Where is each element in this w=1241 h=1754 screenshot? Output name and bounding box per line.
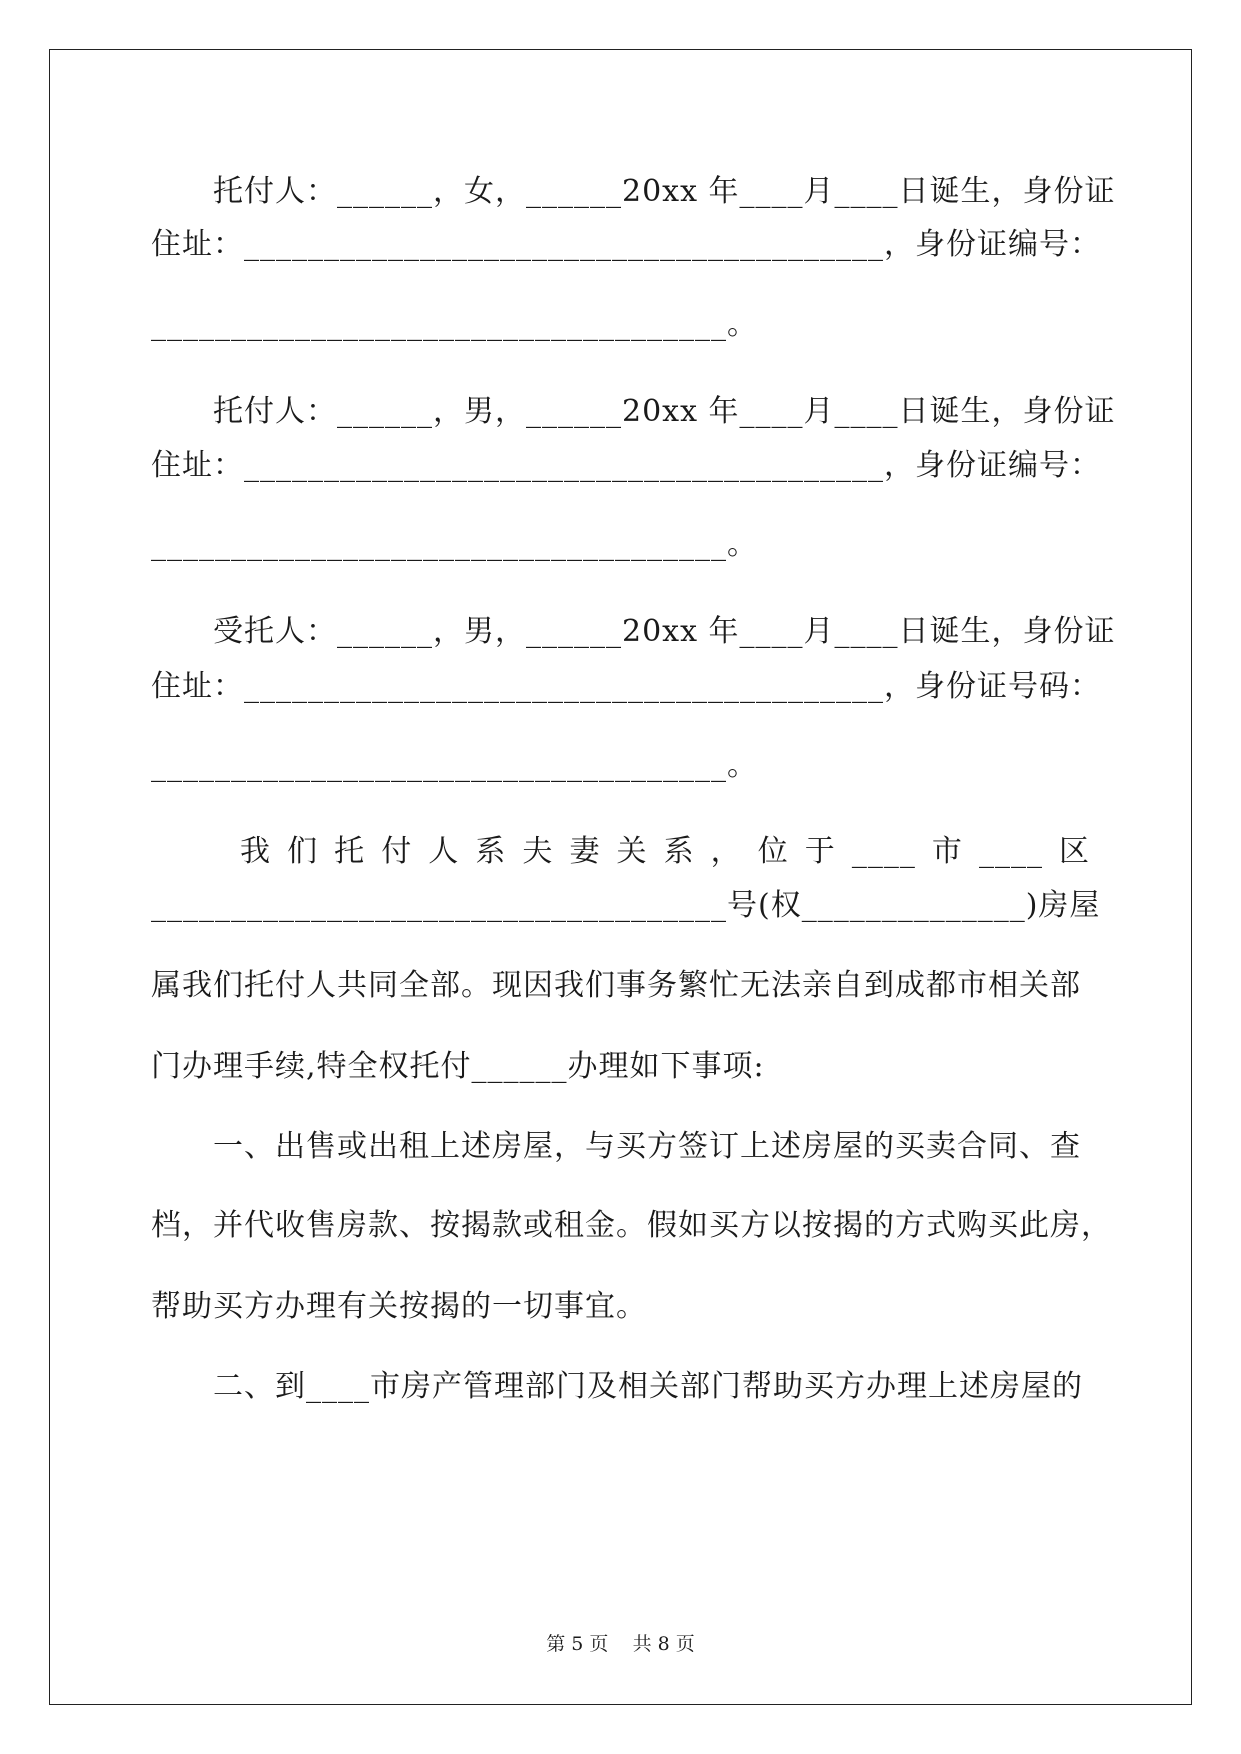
page-border <box>49 49 1192 1705</box>
spread-char: 于 <box>804 834 836 869</box>
clause-agent-line-2: 住址：________________________________________，身份证号码： <box>151 669 1101 704</box>
spread-char: 我 <box>240 834 271 869</box>
property-statement-line-2: ____________________________________号(权______________)房屋 <box>151 888 1101 923</box>
spread-char: 市 <box>931 834 963 869</box>
item-2-line-1: 二、到____市房产管理部门及相关部门帮助买方办理上述房屋的 <box>213 1369 1083 1404</box>
spread-char: ， <box>710 834 742 869</box>
page-number: 第 5 页 共 8 页 <box>546 1633 695 1655</box>
clause-principal-2-line-1: 托付人：______，男，______20xx 年____月____日诞生，身份证 <box>213 394 1116 429</box>
spread-char: 人 <box>428 834 460 869</box>
spread-char: 区 <box>1059 834 1090 869</box>
item-1-line-2: 档，并代收售房款、按揭款或租金。假如买方以按揭的方式购买此房， <box>151 1208 1112 1243</box>
spread-char: 付 <box>381 834 413 869</box>
spread-blank: ____ <box>978 834 1043 869</box>
clause-agent-line-3: ____________________________________。 <box>151 748 758 783</box>
spread-char: 们 <box>287 834 319 869</box>
spread-char: 系 <box>475 834 507 869</box>
item-1-line-1: 一、出售或出租上述房屋，与买方签订上述房屋的买卖合同、查 <box>213 1129 1081 1164</box>
spread-char: 系 <box>663 834 695 869</box>
property-statement-line-4: 门办理手续,特全权托付______办理如下事项: <box>151 1049 765 1084</box>
property-statement-line-3: 属我们托付人共同全部。现因我们事务繁忙无法亲自到成都市相关部 <box>151 968 1081 1003</box>
spread-char: 托 <box>334 834 366 869</box>
spread-char: 关 <box>616 834 648 869</box>
clause-principal-1-line-3: ____________________________________。 <box>151 307 758 342</box>
property-statement-line-1 <box>240 832 1090 872</box>
spread-char: 位 <box>757 834 789 869</box>
spread-blank: ____ <box>851 834 916 869</box>
clause-principal-2-line-3: ____________________________________。 <box>151 527 758 562</box>
spread-char: 夫 <box>522 834 554 869</box>
clause-agent-line-1: 受托人：______，男，______20xx 年____月____日诞生，身份证 <box>213 614 1116 649</box>
clause-principal-1-line-2: 住址：________________________________________，身份证编号： <box>151 227 1101 262</box>
spread-char: 妻 <box>569 834 601 869</box>
clause-principal-1-line-1: 托付人：______，女，______20xx 年____月____日诞生，身份证 <box>213 174 1116 209</box>
item-1-line-3: 帮助买方办理有关按揭的一切事宜。 <box>151 1289 647 1324</box>
clause-principal-2-line-2: 住址：________________________________________，身份证编号： <box>151 448 1101 483</box>
